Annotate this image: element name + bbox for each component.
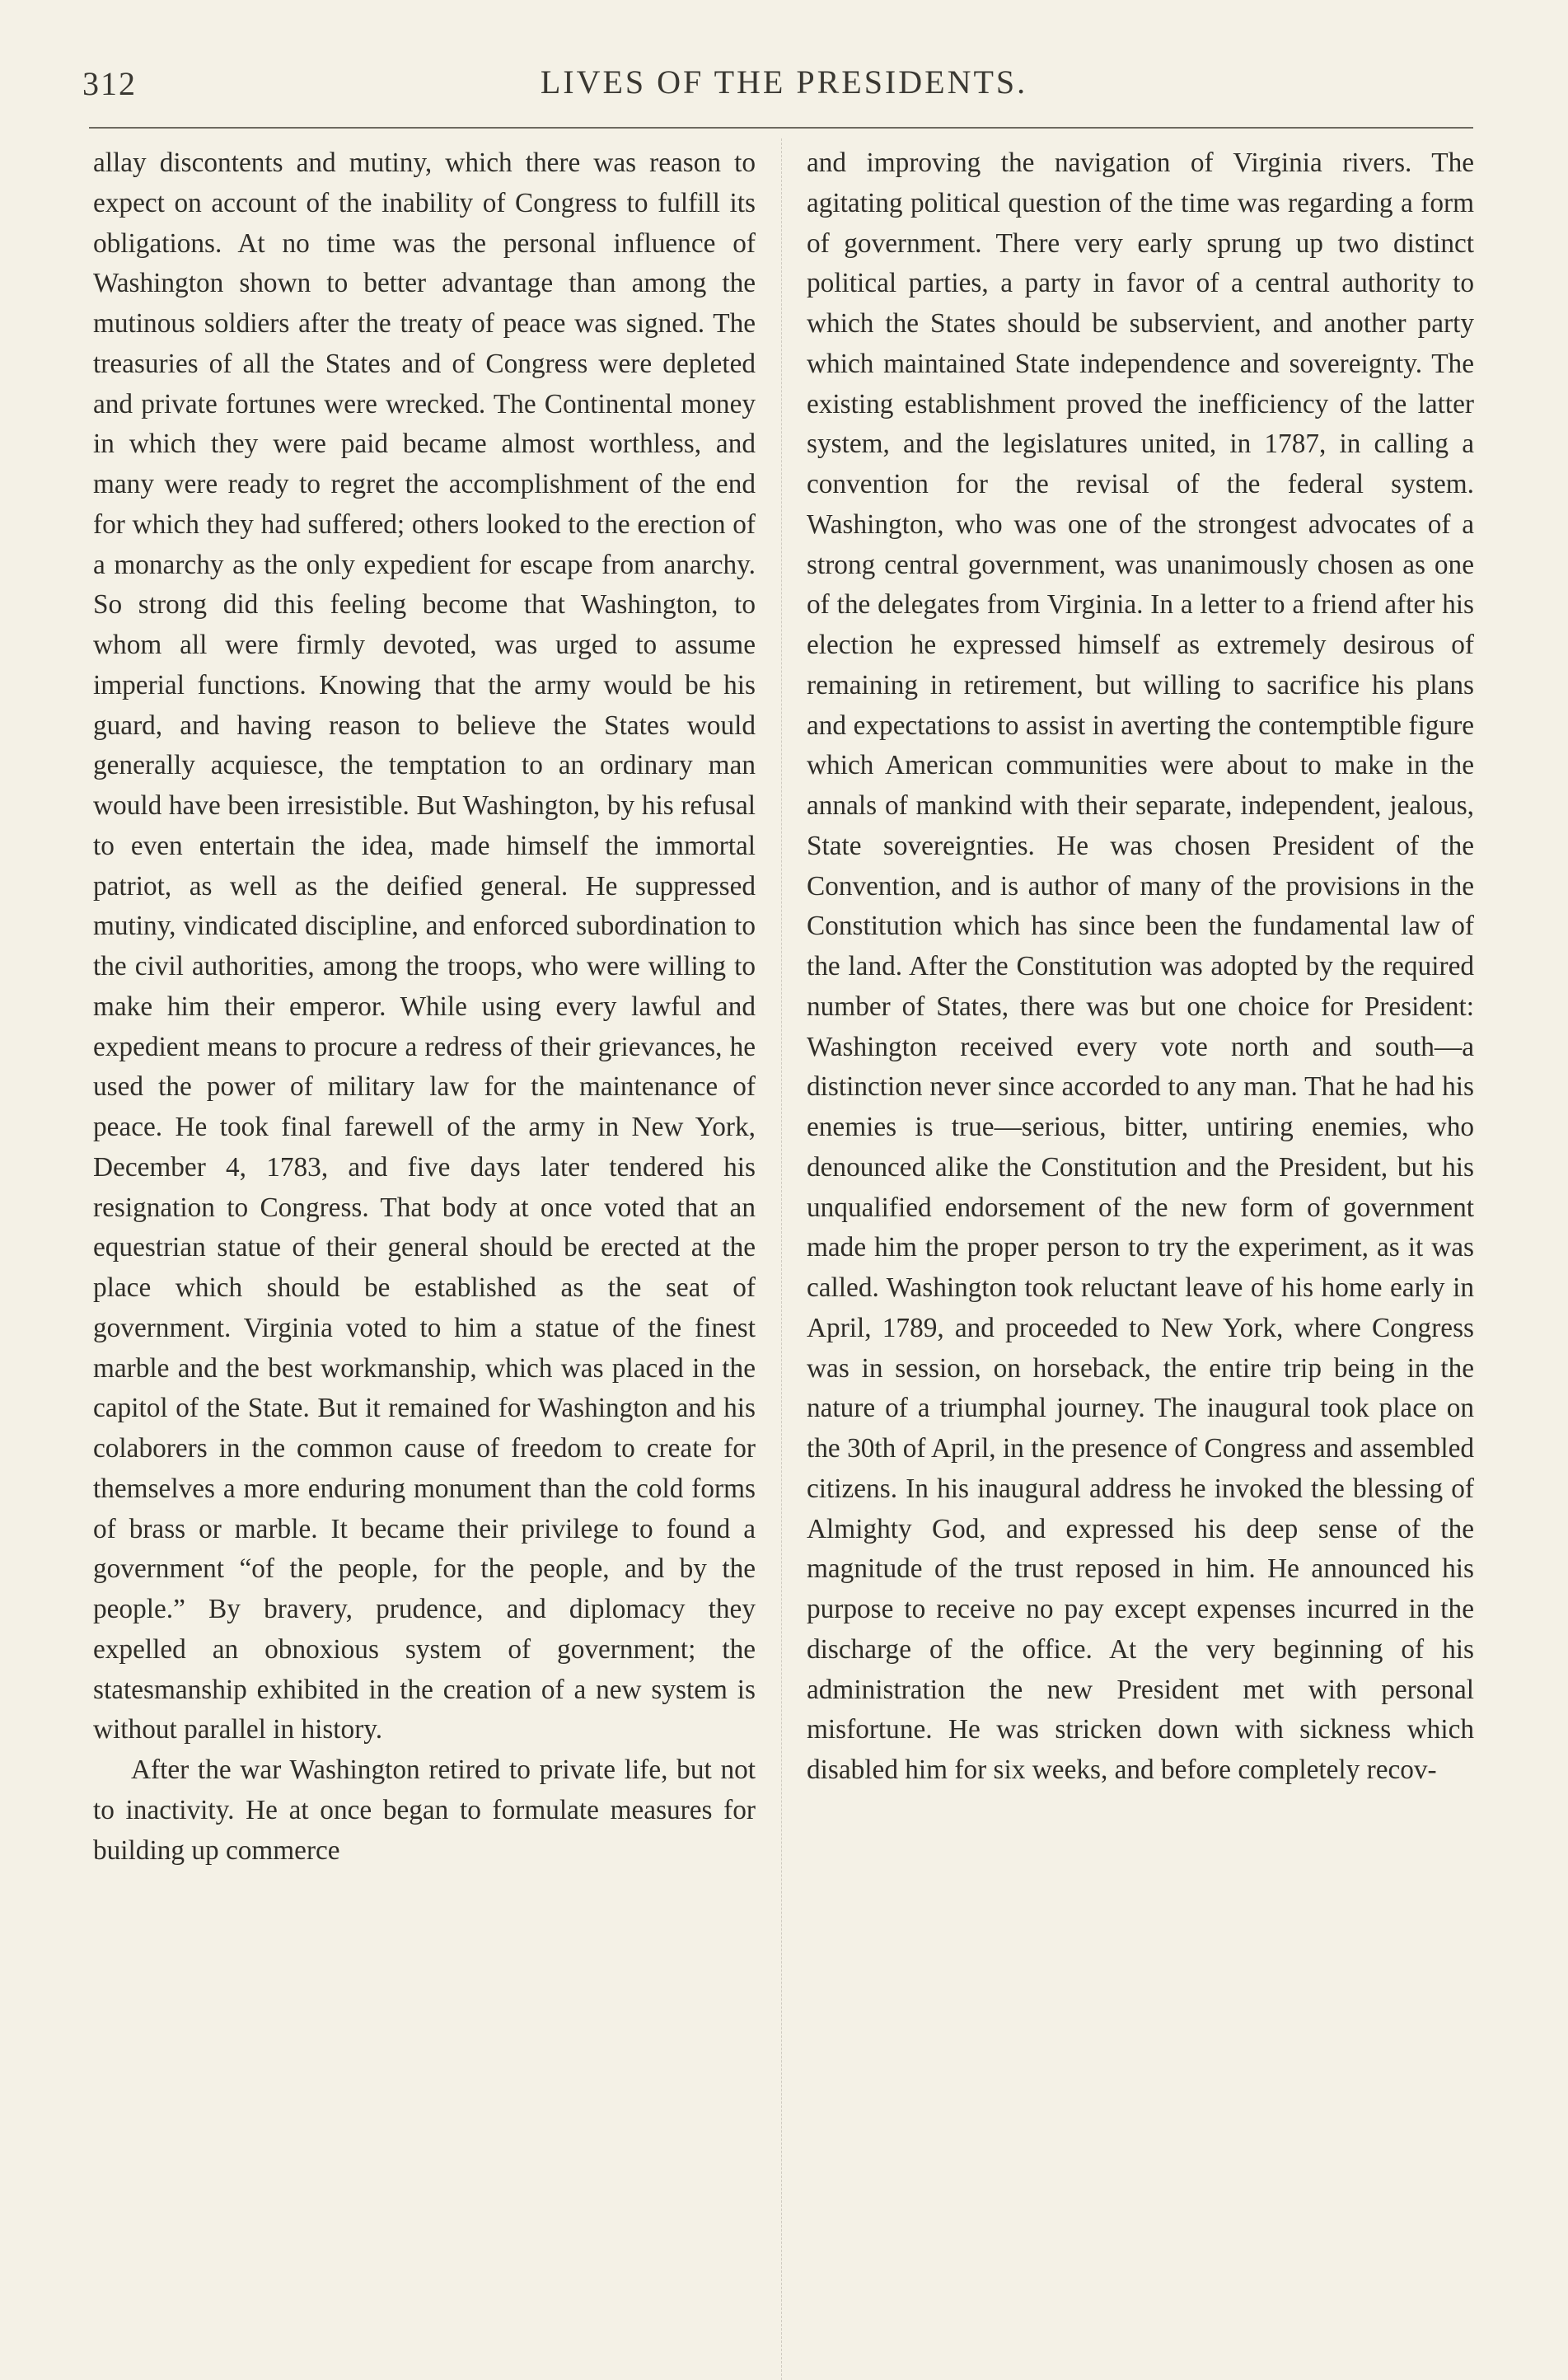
column-divider — [781, 138, 782, 2380]
left-column — [93, 143, 756, 1871]
page-number: 312 — [82, 65, 137, 102]
header-rule — [89, 127, 1473, 129]
paragraph: allay discontents and mutiny, which there was reason to expect on account of the inability of Congress to fulfill its obligations. At no time was the personal influence of Washington shown to better advantage than among the mutinous soldiers after the treaty of peace was signed. The treasuries of all the States and of Congress were depleted and private fortunes were wrecked. The Continental money in which they were paid became almost worthless, and many were ready to regret the accomplishment of the end for which they had suffered; others looked to the erection of a monarchy as the only expedient for escape from anarchy. So strong did this feeling become that Washington, to whom all were firmly devoted, was urged to assume imperial functions. Knowing that the army would be his guard, and having reason to believe the States would generally acquiesce, the temptation to an ordinary man would have been irresistible. But Washington, by his refusal to even entertain the idea, made himself the immortal patriot, as well as the deified general. He suppressed mutiny, vindicated discipline, and enforced subordination to the civil authorities, among the troops, who were willing to make him their emperor. While using every lawful and expedient means to procure a redress of their grievances, he used the power of military law for the maintenance of peace. He took final farewell of the army in New York, December 4, 1783, and five days later tendered his resignation to Congress. That body at once voted that an equestrian statue of their general should be erected at the place which should be established as the seat of government. Virginia voted to him a statue of the finest marble and the best workmanship, which was placed in the capitol of the State. But it remained for Washington and his colaborers in the common cause of freedom to create for themselves a more enduring monument than the cold forms of brass or marble. It became their privilege to found a government “of the people, for the people, and by the people.” By bravery, prudence, and diplomacy they expelled an obnoxious system of government; the statesmanship exhibited in the creation of a new system is without parallel in history. — [93, 148, 756, 1745]
paragraph: After the war Washington retired to private life, but not to inactivity. He at once began to formulate measures for building up commerce — [93, 1755, 756, 1866]
paragraph: and improving the navigation of Virginia rivers. The agitating political question of the time was regarding a form of government. There very early sprung up two distinct political parties, a party in favor of a central authority to which the States should be subservient, and another party which maintained State independence and sovereignty. The existing establishment proved the inefficiency of the latter system, and the legislatures united, in 1787, in calling a convention for the revisal of the federal system. Washington, who was one of the strongest advocates of a strong central government, was unanimously chosen as one of the delegates from Virginia. In a letter to a friend after his election he expressed himself as extremely desirous of remaining in retirement, but willing to sacrifice his plans and expectations to assist in averting the contemptible figure which American communities were about to make in the annals of mankind with their separate, independent, jealous, State sovereignties. He was chosen President of the Convention, and is author of many of the provisions in the Constitution which has since been the fundamental law of the land. After the Constitution was adopted by the required number of States, there was but one choice for President: Washington received every vote north and south—a distinction never since accorded to any man. That he had his enemies is true—serious, bitter, untiring enemies, who denounced alike the Constitution and the President, but his unqualified endorsement of the new form of government made him the proper person to try the experiment, as it was called. Washington took reluctant leave of his home early in April, 1789, and proceeded to New York, where Congress was in session, on horseback, the entire trip being in the nature of a triumphal journey. The inaugural took place on the 30th of April, in the presence of Congress and assembled citizens. In his inaugural address he invoked the blessing of Almighty God, and expressed his deep sense of the magnitude of the trust reposed in him. He announced his purpose to receive no pay except expenses incurred in the discharge of the office. At the very beginning of his administration the new President met with personal misfortune. He was stricken down with sickness which disabled him for six weeks, and before completely recov- — [807, 148, 1474, 1785]
running-title: LIVES OF THE PRESIDENTS. — [540, 63, 1028, 101]
right-column — [807, 143, 1474, 1791]
